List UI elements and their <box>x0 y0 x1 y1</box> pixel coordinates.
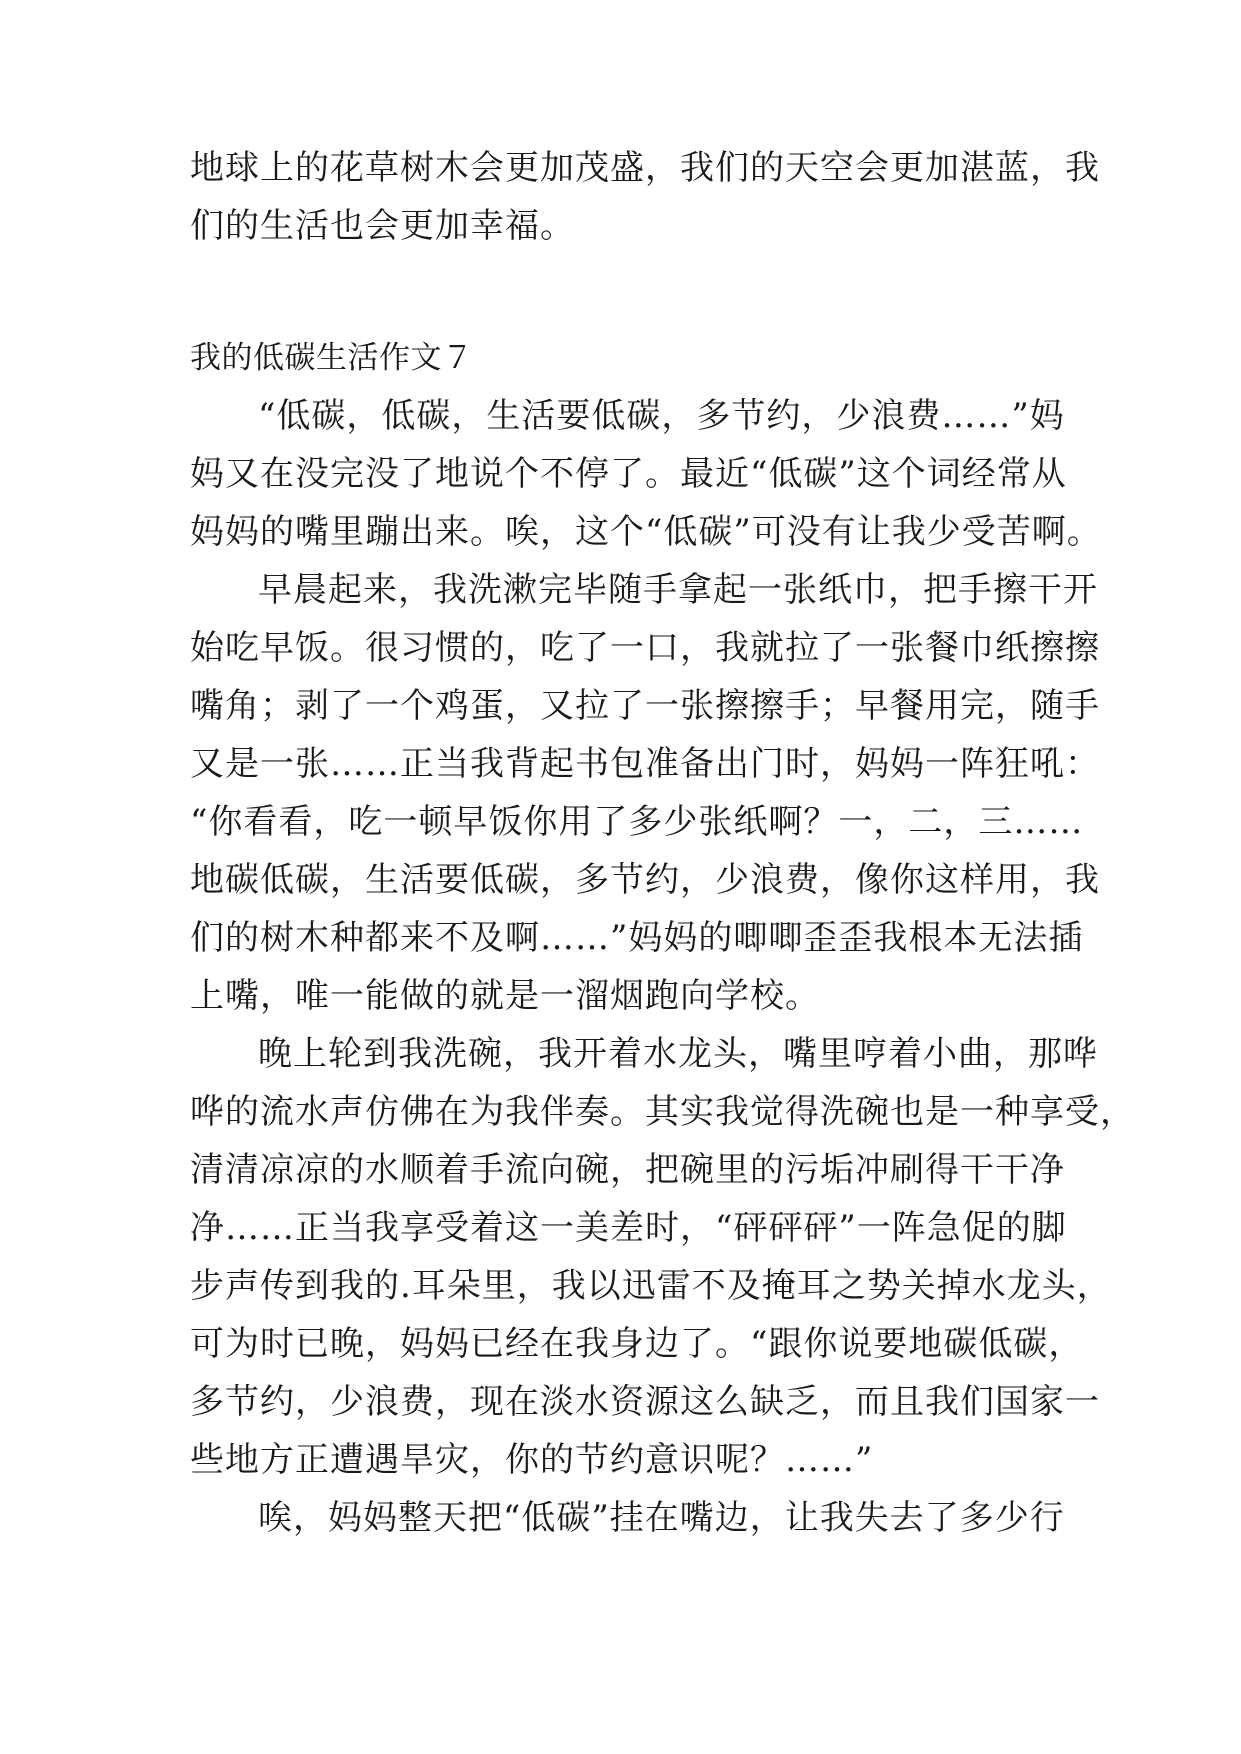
text-line: 们的树木种都来不及啊……”妈妈的唧唧歪歪我根本无法插 <box>190 918 1084 958</box>
text-line: 上嘴，唯一能做的就是一溜烟跑向学校。 <box>190 976 820 1016</box>
text-line: 些地方正遭遇旱灾，你的节约意识呢？……” <box>190 1440 874 1480</box>
text-line: 始吃早饭。很习惯的，吃了一口，我就拉了一张餐巾纸擦擦 <box>190 628 1100 668</box>
text-line: 步声传到我的.耳朵里，我以迅雷不及掩耳之势关掉水龙头， <box>190 1266 1112 1306</box>
text-line: 清清凉凉的水顺着手流向碗，把碗里的污垢冲刷得干干净 <box>190 1150 1065 1190</box>
text-line: 多节约，少浪费，现在淡水资源这么缺乏，而且我们国家一 <box>190 1382 1100 1422</box>
text-line: 净……正当我享受着这一美差时，“砰砰砰”一阵急促的脚 <box>190 1208 1067 1248</box>
text-line: 哗的流水声仿佛在为我伴奏。其实我觉得洗碗也是一种享受， <box>190 1092 1135 1132</box>
text-line: 妈妈的嘴里蹦出来。唉，这个“低碳”可没有让我少受苦啊。 <box>190 512 1102 552</box>
text-line: 晚上轮到我洗碗，我开着水龙头，嘴里哼着小曲，那哗 <box>258 1034 1098 1074</box>
text-line: 唉，妈妈整天把“低碳”挂在嘴边，让我失去了多少行 <box>258 1498 1065 1538</box>
text-line: 嘴角；剥了一个鸡蛋，又拉了一张擦擦手；早餐用完，随手 <box>190 686 1100 726</box>
text-line: 又是一张……正当我背起书包准备出门时，妈妈一阵狂吼： <box>190 744 1100 784</box>
text-line: 妈又在没完没了地说个不停了。最近“低碳”这个词经常从 <box>190 454 1067 494</box>
text-line: 地球上的花草树木会更加茂盛，我们的天空会更加湛蓝，我 <box>190 148 1100 188</box>
text-line: 早晨起来，我洗漱完毕随手拿起一张纸巾，把手擦干开 <box>258 570 1098 610</box>
text-line: 可为时已晚，妈妈已经在我身边了。“跟你说要地碳低碳， <box>190 1324 1084 1364</box>
section-heading: 我的低碳生活作文７ <box>190 340 474 376</box>
text-line: 地碳低碳，生活要低碳，多节约，少浪费，像你这样用，我 <box>190 860 1100 900</box>
text-line: 们的生活也会更加幸福。 <box>190 206 575 246</box>
text-line: “低碳，低碳，生活要低碳，多节约，少浪费……”妈 <box>258 396 1065 436</box>
text-line: “你看看，吃一顿早饭你用了多少张纸啊？一，二，三…… <box>190 802 1084 842</box>
